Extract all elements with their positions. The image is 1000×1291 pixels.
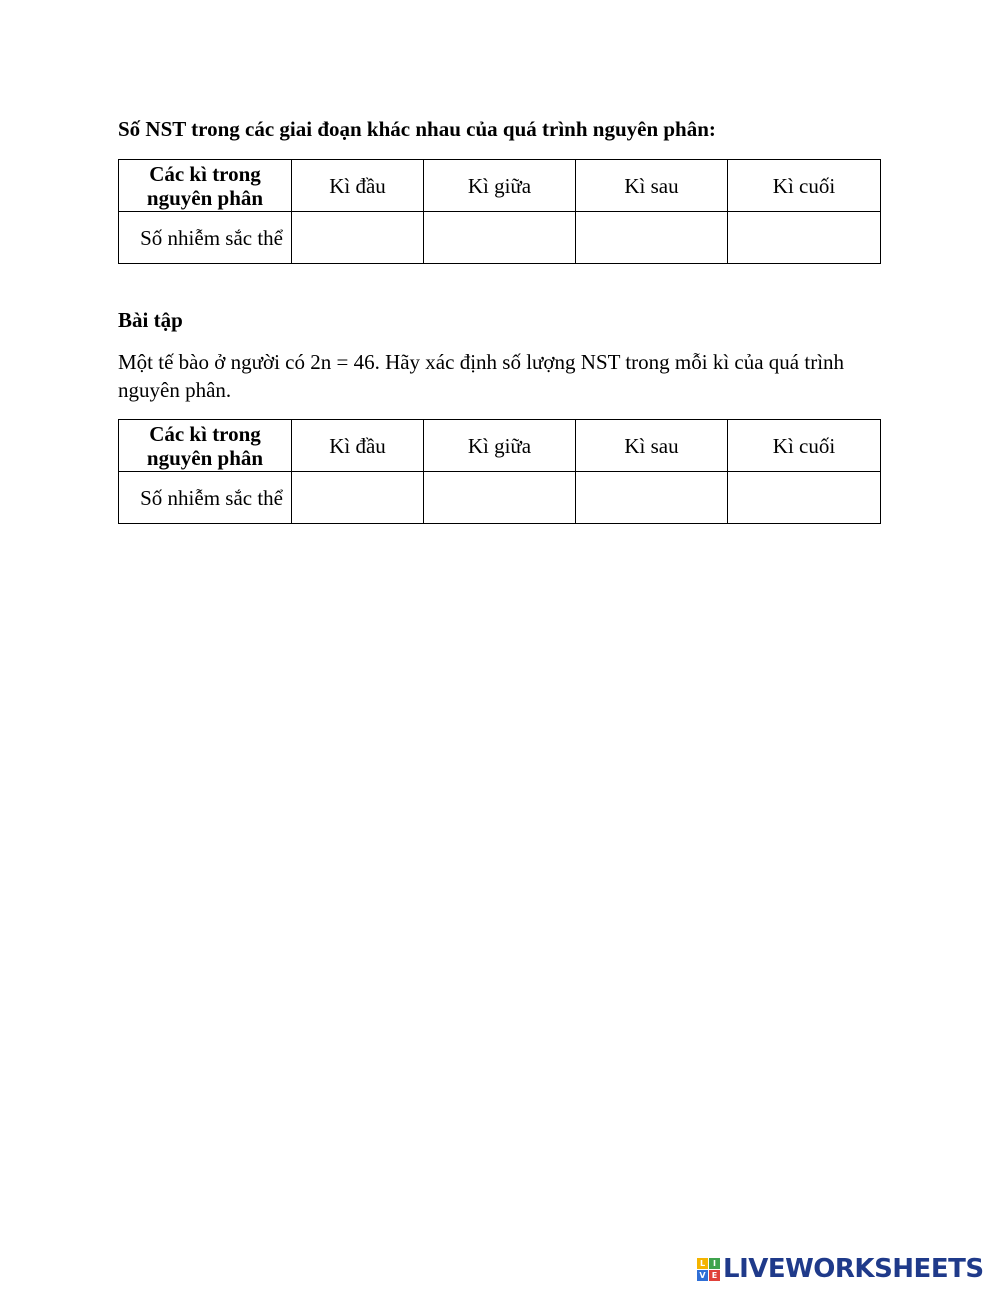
liveworksheets-logo-icon [697,1258,720,1281]
logo-letter-v: V [697,1270,708,1281]
answer-cell-prophase[interactable] [292,212,424,264]
row-label-chromosome-count: Số nhiễm sắc thể [119,212,292,264]
column-header-metaphase: Kì giữa [424,160,576,212]
column-header-telophase: Kì cuối [728,420,881,472]
column-header-anaphase: Kì sau [576,420,728,472]
exercise-table [118,419,881,524]
column-header-anaphase: Kì sau [576,160,728,212]
exercise-title: Bài tập [118,308,183,332]
column-header-prophase: Kì đầu [292,160,424,212]
logo-letter-l: L [697,1258,708,1269]
answer-cell-prophase[interactable] [292,472,424,524]
phase-header-cell: Các kì trong nguyên phân [119,420,292,472]
column-header-prophase: Kì đầu [292,420,424,472]
table-header-row [119,160,881,212]
answer-cell-metaphase[interactable] [424,472,576,524]
exercise-text: Một tế bào ở người có 2n = 46. Hãy xác định số lượng NST trong mỗi kì của quá trình nguyên phân. [118,350,845,402]
answer-cell-telophase[interactable] [728,472,881,524]
table-row [119,472,881,524]
column-header-metaphase: Kì giữa [424,420,576,472]
answer-cell-anaphase[interactable] [576,212,728,264]
logo-letter-e: E [709,1270,720,1281]
phase-header-cell: Các kì trong nguyên phân [119,160,292,212]
row-label-chromosome-count: Số nhiễm sắc thể [119,472,292,524]
column-header-telophase: Kì cuối [728,160,881,212]
answer-cell-telophase[interactable] [728,212,881,264]
logo-letter-i: I [709,1258,720,1269]
table-header-row [119,420,881,472]
chromosome-table [118,159,881,264]
answer-cell-metaphase[interactable] [424,212,576,264]
liveworksheets-wordmark: LIVEWORKSHEETS [723,1254,984,1284]
section-title: Số NST trong các giai đoạn khác nhau của quá trình nguyên phân: [118,117,716,141]
table-row [119,212,881,264]
answer-cell-anaphase[interactable] [576,472,728,524]
liveworksheets-logo [697,1254,984,1284]
